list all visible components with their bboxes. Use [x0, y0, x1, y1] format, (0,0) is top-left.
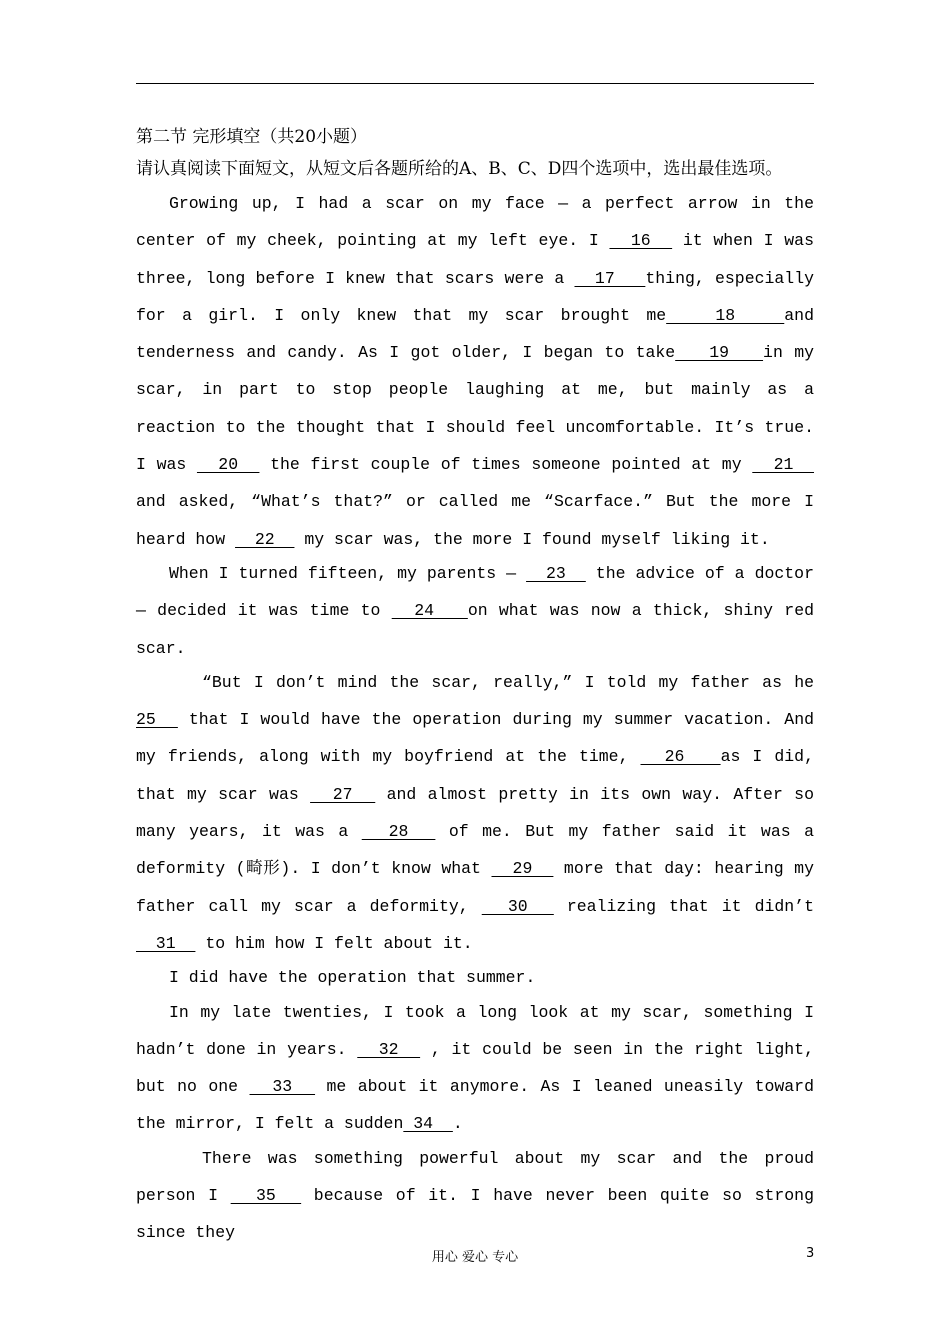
passage-text: . [452, 1114, 463, 1134]
passage-text: my scar was, the more I found myself liking it. [294, 529, 770, 549]
section-title: 第二节 完形填空（共20小题） [136, 127, 368, 147]
passage-text: of me. But my father said it was a deformity (畸形). I don’t know what [136, 822, 814, 879]
cloze-blank: 35 [230, 1186, 302, 1206]
passage-text: and almost pretty in its own way. After so many years, it was a [136, 784, 814, 842]
passage-text: more that day: hearing my father call my scar a deformity, [136, 859, 814, 916]
cloze-blank: 26 [640, 747, 721, 767]
cloze-blank: 28 [361, 822, 436, 842]
cloze-blank: 32 [357, 1039, 421, 1059]
passage-text: that I would have the operation during my summer vacation. And my friends, along with my boyfriend at the time, [136, 710, 814, 767]
cloze-passage [136, 185, 814, 1252]
cloze-blank: 16 [609, 231, 673, 251]
cloze-blank: 34 [403, 1114, 453, 1134]
page-number: 3 [806, 1246, 815, 1261]
header-rule [136, 83, 814, 84]
passage-paragraph [136, 1140, 814, 1252]
cloze-blank: 20 [196, 455, 260, 475]
passage-text: There was something powerful about my scar and the proud person I [136, 1148, 814, 1206]
passage-text: in my scar, in part to stop people laughing at me, but mainly as a reaction to the thought that I should feel uncomfortable. It’s true. I was [136, 343, 814, 475]
passage-paragraph [136, 185, 814, 558]
cloze-blank: 23 [526, 563, 586, 583]
passage-text: as I did, that my scar was [136, 747, 814, 804]
passage-text: and asked, “What’s that?” or called me “Scarface.” But the more I heard how [136, 492, 814, 549]
cloze-blank: 27 [310, 784, 376, 804]
passage-text: because of it. I have never been quite so strong since they [136, 1186, 814, 1243]
passage-text: me about it anymore. As I leaned uneasily toward the mirror, I felt a sudden [136, 1077, 814, 1134]
cloze-blank: 30 [481, 896, 554, 916]
passage-text: When I turned fifteen, my parents — [169, 563, 527, 583]
passage-paragraph [136, 959, 814, 996]
cloze-blank: 18 [666, 305, 785, 325]
passage-paragraph [136, 555, 814, 667]
cloze-blank: 22 [235, 529, 295, 549]
passage-text: Growing up, I had a scar on my face — a perfect arrow in the center of my cheek, pointing at my left eye. I [136, 194, 814, 251]
passage-text: and tenderness and candy. As I got older, I began to take [136, 305, 814, 363]
cloze-blank: 17 [574, 268, 646, 288]
passage-text: to him how I felt about it. [195, 933, 473, 953]
passage-text: In my late twenties, I took a long look at my scar, something I hadn’t done in years. [136, 1002, 814, 1059]
passage-paragraph [136, 994, 814, 1143]
passage-paragraph [136, 664, 814, 962]
passage-text: “But I don’t mind the scar, really,” I told my father as he [202, 672, 814, 692]
passage-text: , it could be seen in the right light, but no one [136, 1039, 814, 1097]
passage-text: it when I was three, long before I knew that scars were a [136, 231, 814, 288]
cloze-blank: 29 [491, 859, 554, 879]
cloze-blank: 25 [136, 710, 178, 730]
passage-text: the first couple of times someone pointed at my [259, 455, 753, 475]
cloze-blank: 21 [752, 455, 814, 475]
page-footer: 用心 爱心 专心 [431, 1250, 519, 1265]
passage-text: I did have the operation that summer. [169, 968, 536, 988]
cloze-blank: 19 [675, 343, 764, 363]
passage-text: on what was now a thick, shiny red scar. [136, 601, 815, 658]
passage-text: realizing that it didn’t [553, 896, 814, 916]
cloze-blank: 31 [136, 933, 196, 953]
document-body [136, 121, 814, 1249]
passage-text: the advice of a doctor — decided it was time to [136, 563, 814, 621]
cloze-blank: 24 [391, 601, 468, 621]
instruction-text: 请认真阅读下面短文，从短文后各题所给的A、B、C、D四个选项中，选出最佳选项。 [136, 159, 783, 179]
cloze-blank: 33 [249, 1077, 316, 1097]
passage-text: thing, especially for a girl. I only knew that my scar brought me [136, 268, 814, 325]
